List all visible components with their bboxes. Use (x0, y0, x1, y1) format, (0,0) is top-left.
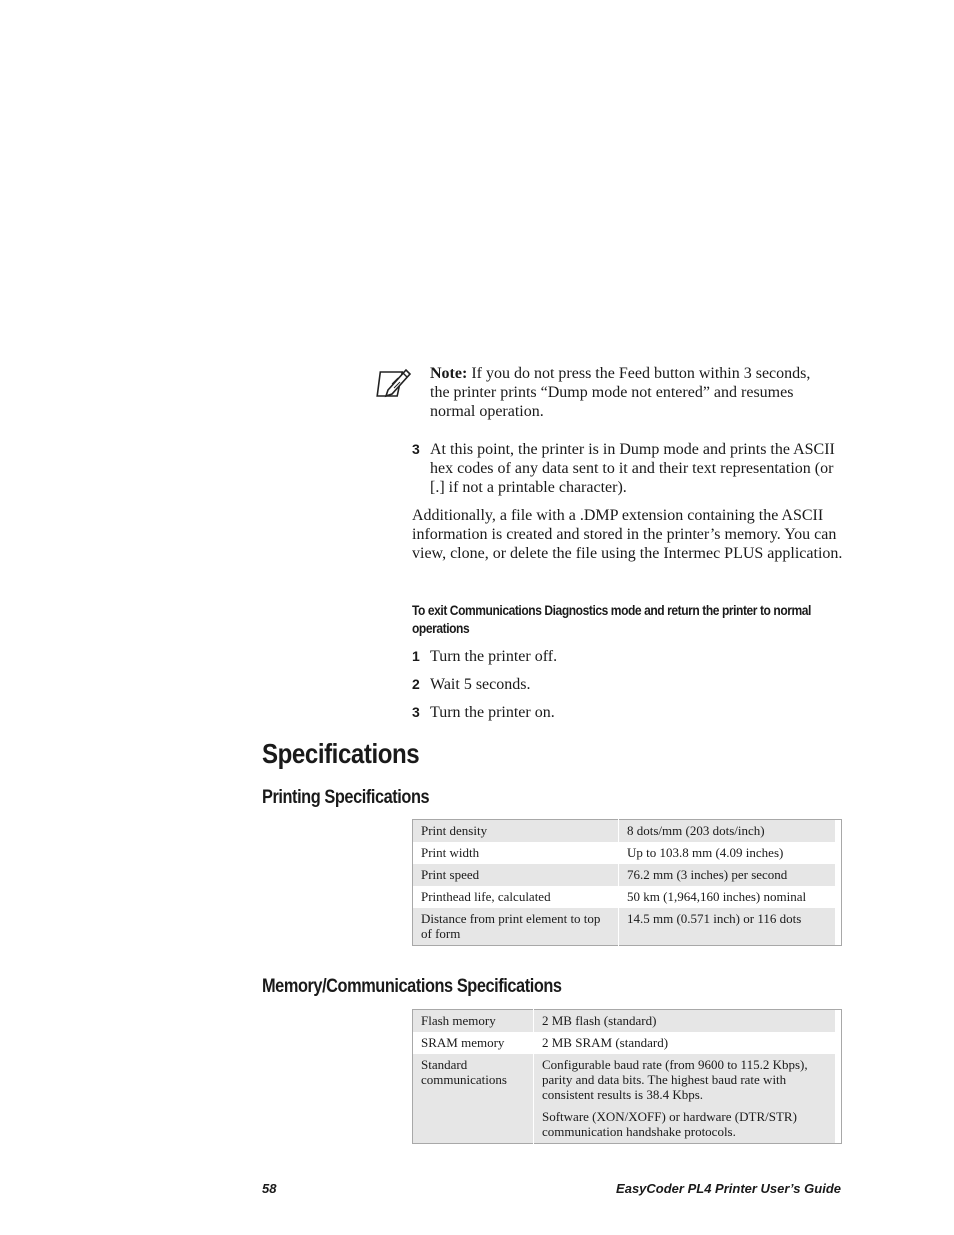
dump-step-3 (412, 440, 842, 497)
spec-value: 2 MB flash (standard) (534, 1010, 836, 1033)
spec-value-paragraph: Software (XON/XOFF) or hardware (DTR/STR) communication handshake protocols. (542, 1109, 797, 1139)
table-row (413, 864, 842, 886)
table-edge (835, 1032, 842, 1054)
table-row (413, 820, 842, 843)
spec-label: SRAM memory (413, 1032, 534, 1054)
spec-label: Print speed (413, 864, 619, 886)
memory-specs-heading: Memory/Communications Specifications (262, 976, 562, 997)
additional-paragraph: Additionally, a file with a .DMP extension containing the ASCII information is created and stored in the printer’s memory. You can view, clone, or delete the file using the Intermec PLUS application. (412, 507, 843, 562)
printing-specs-table (412, 819, 842, 946)
spec-value: 50 km (1,964,160 inches) nominal (619, 886, 836, 908)
step-number: 3 (412, 441, 420, 457)
page-number: 58 (262, 1181, 277, 1196)
table-edge (835, 886, 842, 908)
exit-step-1 (412, 647, 842, 666)
spec-label: Distance from print element to top of form (413, 908, 619, 946)
note-label: Note: (430, 365, 468, 382)
step-number: 1 (412, 648, 420, 664)
spec-label: Flash memory (413, 1010, 534, 1033)
step-text: Wait 5 seconds. (430, 676, 531, 693)
spec-label: Printhead life, calculated (413, 886, 619, 908)
table-row (413, 842, 842, 864)
table-edge (835, 1054, 842, 1144)
spec-value: 76.2 mm (3 inches) per second (619, 864, 836, 886)
table-edge (835, 1010, 842, 1033)
spec-value: 2 MB SRAM (standard) (534, 1032, 836, 1054)
step-text: Turn the printer off. (430, 648, 558, 665)
memory-specs-table (412, 1009, 842, 1144)
table-edge (835, 842, 842, 864)
table-edge (835, 820, 842, 843)
note-body: If you do not press the Feed button within 3 seconds, the printer prints “Dump mode not entered” and resumes normal operation. (430, 365, 811, 420)
table-row (413, 1054, 842, 1144)
spec-value: 8 dots/mm (203 dots/inch) (619, 820, 836, 843)
spec-value (534, 1054, 836, 1144)
guide-title: EasyCoder PL4 Printer User’s Guide (616, 1181, 841, 1196)
spec-value-paragraph: Configurable baud rate (from 9600 to 115.2 Kbps), parity and data bits. The highest baud rate with consistent results is 38.4 Kbps. (542, 1057, 808, 1102)
exit-step-3 (412, 703, 842, 722)
table-row (413, 908, 842, 946)
table-row (413, 886, 842, 908)
spec-label: Standard communications (413, 1054, 534, 1144)
table-row (413, 1032, 842, 1054)
printing-specs-heading: Printing Specifications (262, 787, 430, 808)
note-pencil-icon (370, 364, 416, 404)
table-edge (835, 864, 842, 886)
spec-value: 14.5 mm (0.571 inch) or 116 dots (619, 908, 836, 946)
spec-label: Print density (413, 820, 619, 843)
specifications-heading: Specifications (262, 738, 420, 769)
step-text: Turn the printer on. (430, 704, 555, 721)
exit-procedure-heading: To exit Communications Diagnostics mode and return the printer to normal operations (412, 602, 811, 636)
spec-label: Print width (413, 842, 619, 864)
table-row (413, 1010, 842, 1033)
exit-step-2 (412, 675, 842, 694)
step-number: 3 (412, 704, 420, 720)
step-text: At this point, the printer is in Dump mode and prints the ASCII hex codes of any data sent to it and their text representation (or [.] if not a printable character). (430, 441, 835, 496)
step-number: 2 (412, 676, 420, 692)
spec-value: Up to 103.8 mm (4.09 inches) (619, 842, 836, 864)
note-text (430, 364, 830, 421)
table-edge (835, 908, 842, 946)
